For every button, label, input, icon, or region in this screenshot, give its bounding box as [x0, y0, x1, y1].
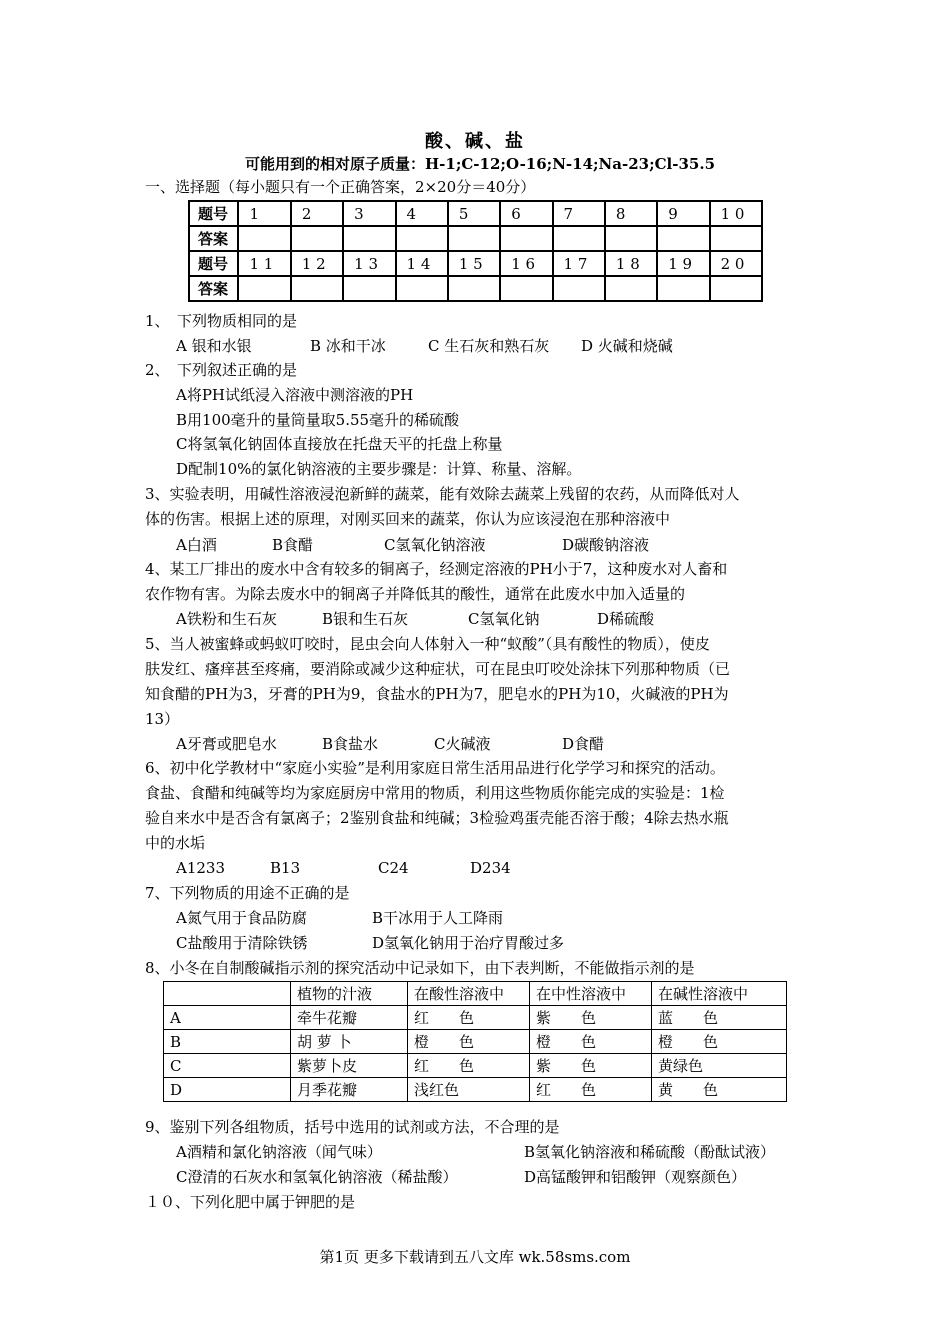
label-question-number: 题号 [189, 201, 238, 226]
table-cell: 橙 色 [652, 1030, 787, 1054]
question-9-option-b: B氢氧化钠溶液和稀硫酸（酚酞试液） [524, 1143, 776, 1161]
question-2-option-c: C将氢氧化钠固体直接放在托盘天平的托盘上称量 [176, 435, 503, 453]
table-cell: 黄 色 [652, 1078, 787, 1102]
table-row [164, 1054, 787, 1078]
answer-cell [605, 226, 657, 251]
grid-cell-number: 9 [657, 201, 709, 226]
answer-cell [291, 276, 343, 301]
answer-cell [657, 276, 709, 301]
answer-grid-row-answers-1 [189, 226, 762, 251]
question-4-option-a: A铁粉和生石灰 [176, 610, 277, 628]
question-1-stem: 1、 下列物质相同的是 [145, 312, 298, 330]
answer-grid-row-numbers-2 [189, 251, 762, 276]
grid-cell-number: 1 5 [448, 251, 500, 276]
label-answer: 答案 [189, 276, 238, 301]
grid-cell-number: 2 0 [710, 251, 762, 276]
question-1-option-a: A 银和水银 [176, 337, 252, 355]
grid-cell-number: 1 4 [396, 251, 448, 276]
answer-grid [188, 200, 763, 302]
answer-cell [396, 276, 448, 301]
answer-cell [448, 276, 500, 301]
table-row [164, 1006, 787, 1030]
table-cell: 牵牛花瓣 [291, 1006, 408, 1030]
grid-cell-number: 6 [500, 201, 552, 226]
table-header-cell: 在中性溶液中 [530, 982, 652, 1006]
question-3-line-2: 体的伤害。根据上述的原理，对刚买回来的蔬菜，你认为应该浸泡在那种溶液中 [145, 510, 671, 528]
question-5-line-3: 知食醋的PH为3，牙膏的PH为9，食盐水的PH为7，肥皂水的PH为10，火碱液的PH为 [145, 685, 729, 703]
table-cell: 月季花瓣 [291, 1078, 408, 1102]
section-heading: 一、选择题（每小题只有一个正确答案，2×20分＝40分） [145, 178, 536, 196]
question-6-line-2: 食盐、食醋和纯碱等均为家庭厨房中常用的物质，利用这些物质你能完成的实验是：1检 [145, 784, 725, 802]
question-7-option-d: D氢氧化钠用于治疗胃酸过多 [372, 934, 565, 952]
question-7-option-c: C盐酸用于清除铁锈 [176, 934, 308, 952]
grid-cell-number: 1 2 [291, 251, 343, 276]
grid-cell-number: 1 3 [343, 251, 395, 276]
label-answer: 答案 [189, 226, 238, 251]
question-3-line-1: 3、实验表明，用碱性溶液浸泡新鲜的蔬菜，能有效除去蔬菜上残留的农药，从而降低对人 [145, 485, 740, 503]
question-9-stem: 9、鉴别下列各组物质，括号中选用的试剂或方法，不合理的是 [145, 1118, 560, 1136]
question-3-option-c: C氢氧化钠溶液 [384, 536, 486, 554]
page-title: 酸、碱、盐 [425, 131, 525, 152]
answer-cell [343, 276, 395, 301]
answer-cell [448, 226, 500, 251]
question-4-line-1: 4、某工厂排出的废水中含有较多的铜离子，经测定溶液的PH小于7，这种废水对人畜和 [145, 560, 728, 578]
question-5-line-4: 13） [145, 710, 180, 728]
grid-cell-number: 2 [291, 201, 343, 226]
table-cell: B [164, 1030, 291, 1054]
answer-cell [343, 226, 395, 251]
answer-cell [396, 226, 448, 251]
answer-cell [553, 276, 605, 301]
answer-cell [710, 276, 762, 301]
table-cell: 红 色 [530, 1078, 652, 1102]
question-6-line-1: 6、初中化学教材中“家庭小实验”是利用家庭日常生活用品进行化学学习和探究的活动。 [145, 759, 725, 777]
table-cell: 胡 萝 卜 [291, 1030, 408, 1054]
question-6-option-b: B13 [270, 859, 301, 877]
table-header-cell: 在碱性溶液中 [652, 982, 787, 1006]
answer-cell [238, 226, 290, 251]
table-header-cell: 在酸性溶液中 [408, 982, 530, 1006]
answer-cell [605, 276, 657, 301]
grid-cell-number: 1 7 [553, 251, 605, 276]
answer-cell [500, 276, 552, 301]
table-cell: 紫萝卜皮 [291, 1054, 408, 1078]
grid-cell-number: 1 [238, 201, 290, 226]
question-4-option-b: B银和生石灰 [322, 610, 409, 628]
answer-cell [500, 226, 552, 251]
question-1-option-b: B 冰和干冰 [310, 337, 386, 355]
question-3-option-b: B食醋 [272, 536, 314, 554]
question-7-stem: 7、下列物质的用途不正确的是 [145, 884, 350, 902]
indicator-table [163, 981, 787, 1102]
table-cell: 红 色 [408, 1054, 530, 1078]
question-3-option-d: D碳酸钠溶液 [562, 536, 650, 554]
question-9-option-a: A酒精和氯化钠溶液（闻气味） [176, 1143, 382, 1161]
table-cell: 橙 色 [408, 1030, 530, 1054]
table-cell: 紫 色 [530, 1006, 652, 1030]
table-header-cell [164, 982, 291, 1006]
question-6-option-a: A1233 [176, 859, 226, 877]
question-5-option-b: B食盐水 [322, 735, 379, 753]
question-2-option-d: D配制10%的氯化钠溶液的主要步骤是：计算、称量、溶解。 [176, 460, 582, 478]
grid-cell-number: 1 8 [605, 251, 657, 276]
table-cell: 红 色 [408, 1006, 530, 1030]
grid-cell-number: 1 6 [500, 251, 552, 276]
question-3-option-a: A白酒 [176, 536, 217, 554]
table-cell: 浅红色 [408, 1078, 530, 1102]
page-footer: 第1页 更多下载请到五八文库 wk.58sms.com [319, 1248, 631, 1266]
question-2-option-a: A将PH试纸浸入溶液中测溶液的PH [176, 386, 414, 404]
question-1-option-c: C 生石灰和熟石灰 [428, 337, 550, 355]
grid-cell-number: 4 [396, 201, 448, 226]
question-5-option-a: A牙膏或肥皂水 [176, 735, 277, 753]
question-2-option-b: B用100毫升的量筒量取5.55毫升的稀硫酸 [176, 411, 460, 429]
question-6-option-c: C24 [378, 859, 409, 877]
question-10-stem: １０、下列化肥中属于钾肥的是 [145, 1193, 356, 1211]
grid-cell-number: 8 [605, 201, 657, 226]
question-4-option-c: C氢氧化钠 [468, 610, 540, 628]
table-row [164, 1030, 787, 1054]
question-5-option-d: D食醋 [562, 735, 605, 753]
question-9-option-d: D高锰酸钾和铝酸钾（观察颜色） [524, 1168, 747, 1186]
question-4-option-d: D稀硫酸 [597, 610, 655, 628]
question-5-option-c: C火碱液 [434, 735, 491, 753]
answer-cell [657, 226, 709, 251]
answer-cell [553, 226, 605, 251]
question-5-line-1: 5、当人被蜜蜂或蚂蚁叮咬时，昆虫会向人体射入一种“蚁酸”（具有酸性的物质），使皮 [145, 635, 710, 653]
question-6-line-4: 中的水垢 [145, 834, 206, 852]
question-4-line-2: 农作物有害。为除去废水中的铜离子并降低其的酸性，通常在此废水中加入适量的 [145, 585, 686, 603]
indicator-table-header [164, 982, 787, 1006]
question-1-option-d: D 火碱和烧碱 [581, 337, 673, 355]
table-row [164, 1078, 787, 1102]
grid-cell-number: 3 [343, 201, 395, 226]
question-7-option-b: B干冰用于人工降雨 [372, 909, 504, 927]
table-cell: 紫 色 [530, 1054, 652, 1078]
table-cell: C [164, 1054, 291, 1078]
answer-cell [710, 226, 762, 251]
answer-cell [291, 226, 343, 251]
question-7-option-a: A氮气用于食品防腐 [176, 909, 307, 927]
question-5-line-2: 肤发红、瘙痒甚至疼痛，要消除或减少这种症状，可在昆虫叮咬处涂抹下列那种物质（已 [145, 660, 731, 678]
grid-cell-number: 7 [553, 201, 605, 226]
grid-cell-number: 5 [448, 201, 500, 226]
question-6-line-3: 验自来水中是否含有氯离子；2鉴别食盐和纯碱；3检验鸡蛋壳能否溶于酸；4除去热水瓶 [145, 809, 729, 827]
answer-grid-row-numbers-1 [189, 201, 762, 226]
table-header-cell: 植物的汁液 [291, 982, 408, 1006]
table-cell: A [164, 1006, 291, 1030]
atomic-mass-note: 可能用到的相对原子质量：H-1;C-12;O-16;N-14;Na-23;Cl-35.5 [245, 155, 716, 173]
table-cell: 黄绿色 [652, 1054, 787, 1078]
answer-grid-row-answers-2 [189, 276, 762, 301]
answer-cell [238, 276, 290, 301]
grid-cell-number: 1 1 [238, 251, 290, 276]
question-6-option-d: D234 [470, 859, 511, 877]
question-9-option-c: C澄清的石灰水和氢氧化钠溶液（稀盐酸） [176, 1168, 458, 1186]
table-cell: 蓝 色 [652, 1006, 787, 1030]
table-cell: 橙 色 [530, 1030, 652, 1054]
label-question-number: 题号 [189, 251, 238, 276]
grid-cell-number: 1 9 [657, 251, 709, 276]
table-cell: D [164, 1078, 291, 1102]
question-2-stem: 2、 下列叙述正确的是 [145, 361, 298, 379]
question-8-stem: 8、小冬在自制酸碱指示剂的探究活动中记录如下，由下表判断，不能做指示剂的是 [145, 959, 695, 977]
grid-cell-number: 1 0 [710, 201, 762, 226]
